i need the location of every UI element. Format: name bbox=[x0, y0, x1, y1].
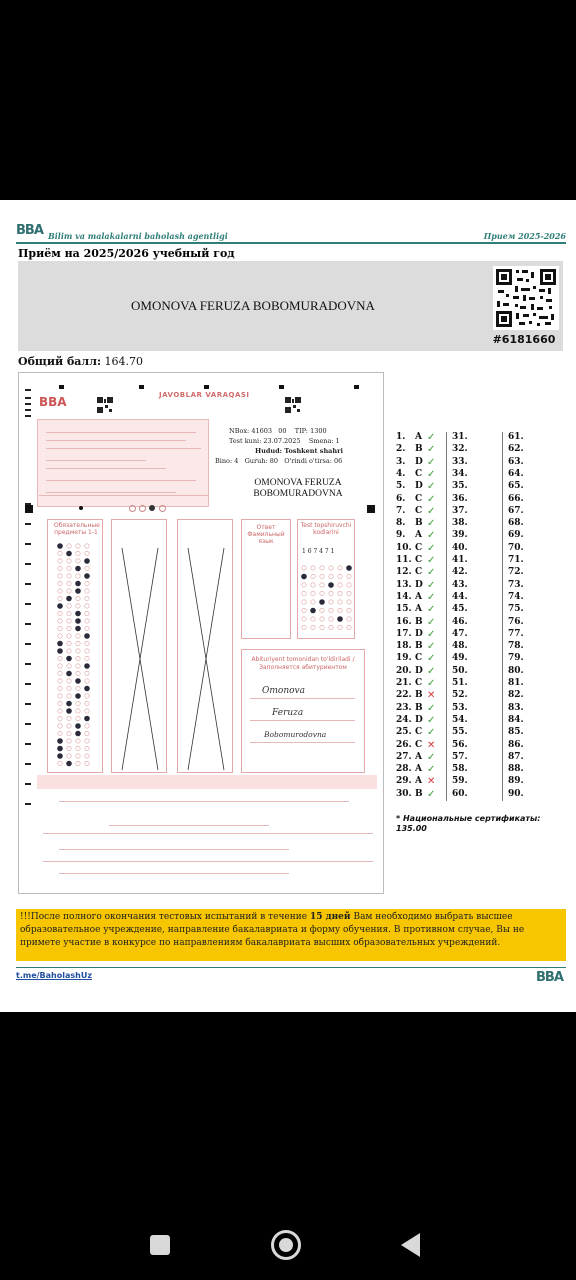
answer-row bbox=[396, 703, 566, 715]
answer-row bbox=[396, 506, 566, 518]
correct-check-icon: ✓ bbox=[427, 493, 436, 505]
question-number: 29. bbox=[396, 776, 412, 787]
question-number: 13. bbox=[396, 579, 412, 590]
answer-row bbox=[396, 530, 566, 542]
answer-letter: A bbox=[415, 591, 422, 602]
correct-check-icon: ✓ bbox=[427, 628, 436, 640]
correct-check-icon: ✓ bbox=[427, 702, 436, 714]
bubble-column-1: Обязательные предметы 1-1 bbox=[47, 519, 103, 773]
question-number: 70. bbox=[508, 542, 524, 553]
answer-row bbox=[396, 432, 566, 444]
question-number: 17. bbox=[396, 628, 412, 639]
question-number: 32. bbox=[452, 444, 468, 455]
question-number: 76. bbox=[508, 616, 524, 627]
question-number: 38. bbox=[452, 518, 468, 529]
question-number: 63. bbox=[508, 456, 524, 467]
question-number: 7. bbox=[396, 505, 406, 516]
question-number: 75. bbox=[508, 604, 524, 615]
question-number: 35. bbox=[452, 481, 468, 492]
agency-logo: BBA bbox=[16, 223, 43, 238]
answer-row bbox=[396, 617, 566, 629]
correct-check-icon: ✓ bbox=[427, 764, 436, 776]
answer-letter: B bbox=[415, 702, 423, 713]
correct-check-icon: ✓ bbox=[427, 456, 436, 468]
question-number: 11. bbox=[396, 555, 412, 565]
question-number: 19. bbox=[396, 653, 412, 664]
bubbles-grid-1 bbox=[48, 542, 102, 772]
question-number: 89. bbox=[508, 776, 524, 787]
question-number: 86. bbox=[508, 739, 524, 750]
correct-check-icon: ✓ bbox=[427, 432, 436, 443]
answer-letter: C bbox=[415, 468, 423, 479]
sheet-region: Hudud: Toshkent shahri bbox=[255, 447, 344, 455]
question-number: 61. bbox=[508, 432, 524, 442]
code-block: Test topshiruvchi kodlarini 1 6 7 4 7 1 bbox=[297, 519, 355, 639]
correct-check-icon: ✓ bbox=[427, 788, 436, 800]
total-score-value: 164.70 bbox=[104, 355, 144, 368]
answer-letter: C bbox=[415, 505, 423, 516]
total-score-label: Общий балл: bbox=[18, 355, 102, 368]
question-number: 8. bbox=[396, 518, 406, 529]
question-number: 3. bbox=[396, 456, 406, 467]
correct-check-icon: ✓ bbox=[427, 518, 436, 530]
answer-row bbox=[396, 727, 566, 739]
answer-letter: A bbox=[415, 530, 422, 541]
answer-row bbox=[396, 543, 566, 555]
footer-logo: BBA bbox=[536, 970, 563, 985]
question-number: 62. bbox=[508, 444, 524, 455]
question-number: 14. bbox=[396, 591, 412, 602]
answer-letter: A bbox=[415, 764, 422, 775]
admission-period: Прием 2025-2026 bbox=[483, 231, 566, 241]
sheet-date: Test kuni: 23.07.2025 Smena: 1 bbox=[229, 437, 340, 445]
answer-row bbox=[396, 690, 566, 702]
system-nav-bar bbox=[0, 1200, 576, 1280]
question-number: 44. bbox=[452, 591, 468, 602]
answer-row bbox=[396, 604, 566, 616]
question-number: 34. bbox=[452, 468, 468, 479]
answer-letter: D bbox=[415, 579, 423, 590]
wrong-cross-icon: ✕ bbox=[427, 776, 436, 788]
question-number: 10. bbox=[396, 542, 412, 553]
question-number: 9. bbox=[396, 530, 406, 541]
admission-year-title: Приём на 2025/2026 учебный год bbox=[18, 247, 235, 260]
question-number: 78. bbox=[508, 641, 524, 652]
correct-check-icon: ✓ bbox=[427, 481, 436, 493]
certificate-value: 135.00 bbox=[396, 824, 427, 833]
question-number: 79. bbox=[508, 653, 524, 664]
question-number: 84. bbox=[508, 714, 524, 725]
correct-check-icon: ✓ bbox=[427, 468, 436, 480]
answer-row bbox=[396, 555, 566, 567]
correct-check-icon: ✓ bbox=[427, 665, 436, 677]
question-number: 81. bbox=[508, 678, 524, 688]
signature-name: Feruza bbox=[272, 708, 304, 718]
question-number: 50. bbox=[452, 665, 468, 676]
question-number: 28. bbox=[396, 764, 412, 775]
answer-row bbox=[396, 789, 566, 801]
answer-row bbox=[396, 740, 566, 752]
answer-row bbox=[396, 580, 566, 592]
question-number: 1. bbox=[396, 432, 406, 442]
question-number: 66. bbox=[508, 493, 524, 504]
question-number: 15. bbox=[396, 604, 412, 615]
answer-sheet-scan bbox=[18, 372, 384, 894]
question-number: 37. bbox=[452, 505, 468, 516]
agency-name: Bilim va malakalarni baholash agentligi bbox=[48, 231, 228, 241]
wrong-cross-icon: ✕ bbox=[427, 690, 436, 702]
answer-row bbox=[396, 678, 566, 690]
answer-letter: D bbox=[415, 628, 423, 639]
question-number: 4. bbox=[396, 468, 406, 479]
question-number: 64. bbox=[508, 468, 524, 479]
answer-letter: C bbox=[415, 555, 423, 565]
answer-letter: C bbox=[415, 727, 423, 738]
national-certificates bbox=[396, 814, 566, 834]
recent-apps-button[interactable] bbox=[150, 1235, 170, 1255]
correct-check-icon: ✓ bbox=[427, 555, 436, 566]
question-number: 47. bbox=[452, 628, 468, 639]
answer-letter: D bbox=[415, 481, 423, 492]
question-number: 74. bbox=[508, 591, 524, 602]
candidate-panel bbox=[18, 261, 563, 351]
sheet-bino: Bino: 4 Guruh: 80 O'rindi o'tirsa: 06 bbox=[215, 457, 343, 465]
question-number: 57. bbox=[452, 751, 468, 762]
question-number: 45. bbox=[452, 604, 468, 615]
answer-letter: C bbox=[415, 678, 423, 688]
telegram-link[interactable]: t.me/BaholashUz bbox=[16, 971, 92, 980]
wrong-cross-icon: ✕ bbox=[427, 739, 436, 751]
question-number: 21. bbox=[396, 678, 412, 688]
question-number: 33. bbox=[452, 456, 468, 467]
question-number: 88. bbox=[508, 764, 524, 775]
sheet-title: JAVOBLAR VARAQASI bbox=[159, 391, 250, 399]
question-number: 39. bbox=[452, 530, 468, 541]
qr-code-icon bbox=[493, 266, 559, 330]
answer-row bbox=[396, 641, 566, 653]
question-number: 23. bbox=[396, 702, 412, 713]
answer-row bbox=[396, 481, 566, 493]
question-number: 22. bbox=[396, 690, 412, 701]
question-number: 55. bbox=[452, 727, 468, 738]
answer-row bbox=[396, 444, 566, 456]
sheet-logo: BBA bbox=[39, 395, 67, 409]
question-number: 46. bbox=[452, 616, 468, 627]
answer-row bbox=[396, 764, 566, 776]
sheet-candidate-name: OMONOVA FERUZA BOBOMURADOVNA bbox=[253, 478, 343, 499]
certificate-label: * Национальные сертификаты: bbox=[396, 814, 541, 823]
answer-row bbox=[396, 518, 566, 530]
question-number: 31. bbox=[452, 432, 468, 442]
answer-letter: C bbox=[415, 567, 423, 578]
answer-row bbox=[396, 666, 566, 678]
answer-letter: D bbox=[415, 665, 423, 676]
answer-row bbox=[396, 653, 566, 665]
deadline-notice: !!!После полного окончания тестовых испытаний в течение 15 дней Вам необходимо выбрать высшее образовательное учреждение, направление бакалавриата и форму обучения. В противном случае, Вы не примете участие в конкурсе по направлениям бакалавриата высших образовательных учреждений. bbox=[16, 909, 566, 961]
question-number: 49. bbox=[452, 653, 468, 664]
answer-letter: C bbox=[415, 739, 423, 750]
back-button[interactable] bbox=[401, 1233, 420, 1257]
question-number: 82. bbox=[508, 690, 524, 701]
question-number: 58. bbox=[452, 764, 468, 775]
answer-letter: D bbox=[415, 714, 423, 725]
question-number: 24. bbox=[396, 714, 412, 725]
question-number: 54. bbox=[452, 714, 468, 725]
answer-letter: B bbox=[415, 444, 423, 455]
question-number: 59. bbox=[452, 776, 468, 787]
signature-surname: Omonova bbox=[262, 686, 305, 696]
document-header bbox=[16, 222, 566, 244]
question-number: 30. bbox=[396, 788, 412, 799]
question-number: 36. bbox=[452, 493, 468, 504]
answer-letter: C bbox=[415, 542, 423, 553]
instructions-panel bbox=[37, 419, 209, 507]
question-number: 83. bbox=[508, 702, 524, 713]
correct-check-icon: ✓ bbox=[427, 567, 436, 579]
question-number: 41. bbox=[452, 555, 468, 565]
signature-patronymic: Bobomurodovna bbox=[264, 730, 327, 739]
answer-row bbox=[396, 715, 566, 727]
answer-row bbox=[396, 567, 566, 579]
question-number: 85. bbox=[508, 727, 524, 738]
question-number: 48. bbox=[452, 641, 468, 652]
correct-check-icon: ✓ bbox=[427, 727, 436, 739]
question-number: 6. bbox=[396, 493, 406, 504]
candidate-name: OMONOVA FERUZA BOBOMURADOVNA bbox=[131, 298, 375, 313]
correct-check-icon: ✓ bbox=[427, 604, 436, 616]
correct-check-icon: ✓ bbox=[427, 653, 436, 665]
question-number: 69. bbox=[508, 530, 524, 541]
question-number: 80. bbox=[508, 665, 524, 676]
question-number: 27. bbox=[396, 751, 412, 762]
sheet-nbox: NBox: 41603 00 TIP: 1300 bbox=[229, 427, 327, 435]
sheet-qr-icon bbox=[97, 397, 113, 413]
answer-row bbox=[396, 592, 566, 604]
correct-check-icon: ✓ bbox=[427, 579, 436, 591]
correct-check-icon: ✓ bbox=[427, 542, 436, 554]
answer-letter: B bbox=[415, 518, 423, 529]
correct-check-icon: ✓ bbox=[427, 616, 436, 628]
question-number: 20. bbox=[396, 665, 412, 676]
question-number: 73. bbox=[508, 579, 524, 590]
answer-letter: B bbox=[415, 616, 423, 627]
question-number: 42. bbox=[452, 567, 468, 578]
answer-row bbox=[396, 629, 566, 641]
answer-letter: A bbox=[415, 432, 422, 442]
answer-letter: A bbox=[415, 751, 422, 762]
correct-check-icon: ✓ bbox=[427, 530, 436, 542]
answer-letter: B bbox=[415, 641, 423, 652]
correct-check-icon: ✓ bbox=[427, 505, 436, 517]
answer-row bbox=[396, 494, 566, 506]
question-number: 18. bbox=[396, 641, 412, 652]
question-number: 2. bbox=[396, 444, 406, 455]
total-score bbox=[18, 355, 143, 368]
question-number: 60. bbox=[452, 788, 468, 799]
answer-letter: C bbox=[415, 493, 423, 504]
bubble-column-2 bbox=[111, 519, 167, 773]
correct-check-icon: ✓ bbox=[427, 641, 436, 653]
question-number: 40. bbox=[452, 542, 468, 553]
question-number: 71. bbox=[508, 555, 524, 565]
answer-row bbox=[396, 752, 566, 764]
home-button[interactable] bbox=[271, 1230, 301, 1260]
question-number: 56. bbox=[452, 739, 468, 750]
question-number: 65. bbox=[508, 481, 524, 492]
question-number: 51. bbox=[452, 678, 468, 688]
answer-letter: B bbox=[415, 690, 423, 701]
correct-check-icon: ✓ bbox=[427, 751, 436, 763]
question-number: 52. bbox=[452, 690, 468, 701]
language-block: Ответ Фамильный язык bbox=[241, 519, 291, 639]
signature-block: Abituriyent tomonidan to'ldiriladi / Заполняется абитуриентом Omonova Feruza Bobomurodovna bbox=[241, 649, 365, 773]
answer-letter: A bbox=[415, 776, 422, 787]
correct-check-icon: ✓ bbox=[427, 591, 436, 603]
question-number: 5. bbox=[396, 481, 406, 492]
question-number: 12. bbox=[396, 567, 412, 578]
question-number: 16. bbox=[396, 616, 412, 627]
bubble-column-3 bbox=[177, 519, 233, 773]
correct-check-icon: ✓ bbox=[427, 714, 436, 726]
question-number: 26. bbox=[396, 739, 412, 750]
candidate-id: #6181660 bbox=[492, 333, 556, 346]
question-number: 90. bbox=[508, 788, 524, 799]
correct-check-icon: ✓ bbox=[427, 678, 436, 689]
answer-letter: B bbox=[415, 788, 423, 799]
result-document bbox=[0, 200, 576, 1012]
question-number: 53. bbox=[452, 702, 468, 713]
answer-letter: D bbox=[415, 456, 423, 467]
question-number: 67. bbox=[508, 505, 524, 516]
question-number: 77. bbox=[508, 628, 524, 639]
question-number: 68. bbox=[508, 518, 524, 529]
question-number: 72. bbox=[508, 567, 524, 578]
answer-letter: C bbox=[415, 653, 423, 664]
sheet-qr-icon-2 bbox=[285, 397, 301, 413]
question-number: 87. bbox=[508, 751, 524, 762]
question-number: 43. bbox=[452, 579, 468, 590]
correct-check-icon: ✓ bbox=[427, 444, 436, 456]
question-number: 25. bbox=[396, 727, 412, 738]
answer-row bbox=[396, 457, 566, 469]
answer-row bbox=[396, 469, 566, 481]
answer-letter: A bbox=[415, 604, 422, 615]
answer-row bbox=[396, 776, 566, 788]
